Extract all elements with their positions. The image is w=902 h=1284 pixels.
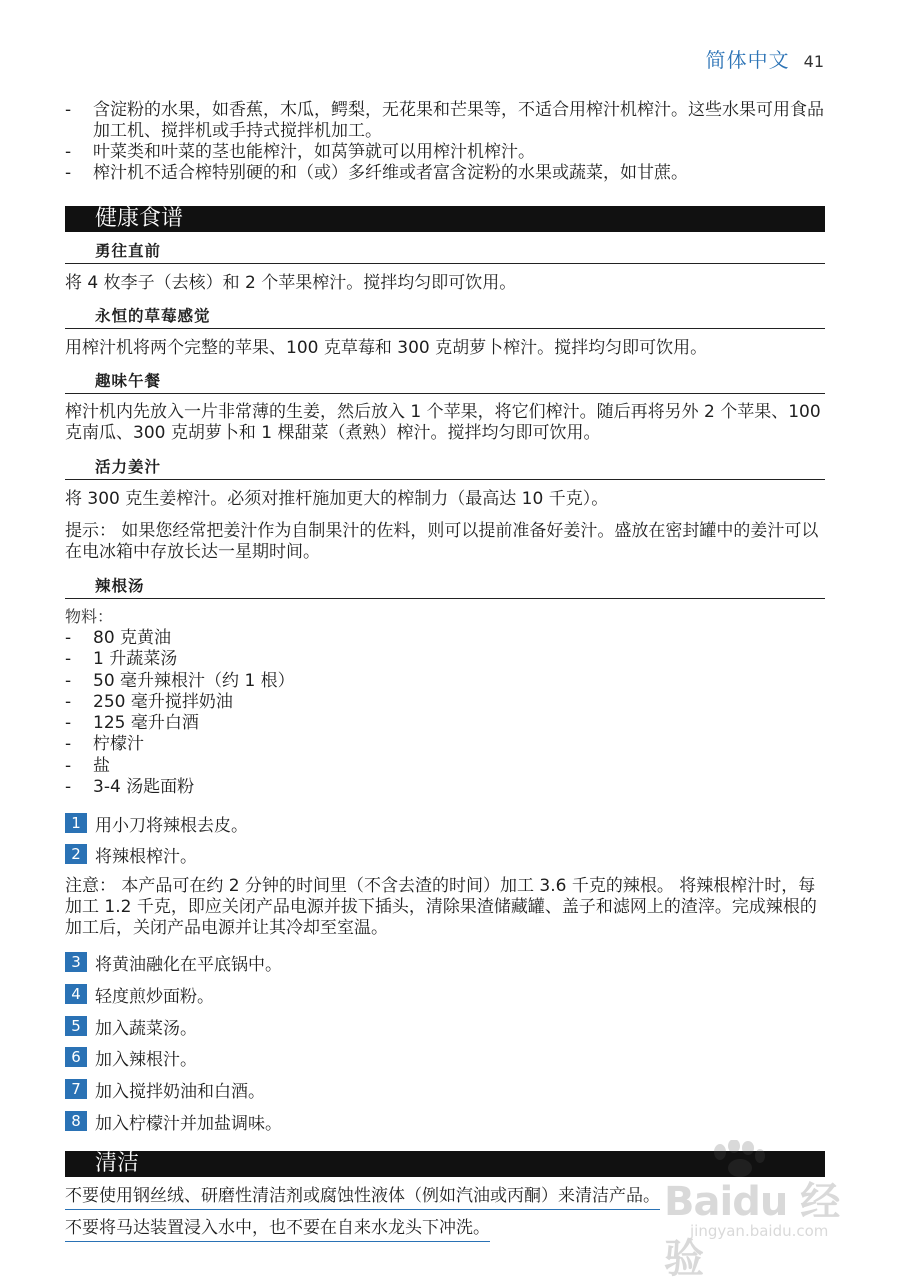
step-number-badge: 3 [65,952,87,972]
bullet-dash: - [65,713,72,734]
step-text: 用小刀将辣根去皮。 [95,815,248,836]
note-text: 注意： 本产品可在约 2 分钟的时间里（不含去渣的时间）加工 3.6 千克的辣根。 将辣根榨汁时，每加工 1.2 千克，即应关闭产品电源并拔下插头，清除果渣储藏罐、盖子和滤网上的渣滓。完成辣根的加工后，关闭产品电源并让其冷却至室温。 [65,876,817,938]
section-title-cleaning: 清洁 [65,1151,825,1177]
step-item [65,843,197,865]
page-header [706,44,824,72]
step-number-badge: 4 [65,984,87,1004]
recipe-title: 辣根汤 [65,575,825,599]
step-item [65,1015,197,1037]
language-label: 简体中文 [705,48,790,72]
watermark-url: jingyan.baidu.com [690,1222,829,1240]
page-number: 41 [803,52,824,71]
baidu-watermark [664,1140,864,1282]
list-item: - 3-4 汤匙面粉 [65,777,195,798]
step-text: 将辣根榨汁。 [95,846,197,867]
step-number-badge: 5 [65,1016,87,1036]
bullet-dash: - [65,163,72,183]
bullet-dash: - [65,628,72,648]
list-item: - 叶菜类和叶菜的茎也能榨汁，如莴笋就可以用榨汁机榨汁。 [65,142,535,162]
recipe-text: 将 300 克生姜榨汁。必须对推杆施加更大的榨制力（最高达 10 千克）。 [65,489,609,509]
step-text: 加入搅拌奶油和白酒。 [95,1081,265,1102]
ingredients-list [65,628,565,798]
recipe-title: 勇往直前 [65,240,825,264]
step-text: 轻度煎炒面粉。 [95,986,214,1007]
list-item: - 柠檬汁 [65,734,144,755]
step-item [65,1078,265,1100]
bullet-dash: - [65,649,72,670]
step-number-badge: 8 [65,1111,87,1131]
recipe-text: 将 4 枚李子（去核）和 2 个苹果榨汁。搅拌均匀即可饮用。 [65,273,517,293]
cleaning-instruction: 不要使用钢丝绒、研磨性清洁剂或腐蚀性液体（例如汽油或丙酮）来清洁产品。 [65,1185,660,1210]
bullet-dash: - [65,142,72,162]
step-number-badge: 1 [65,813,87,833]
tip-text: 提示： 如果您经常把姜汁作为自制果汁的佐料，则可以提前准备好姜汁。盛放在密封罐中的姜汁可以在电冰箱中存放长达一星期时间。 [65,521,819,562]
section-title-recipes: 健康食谱 [65,206,825,232]
recipe-text: 榨汁机内先放入一片非常薄的生姜，然后放入 1 个苹果，将它们榨汁。随后再将另外 2 个苹果、100 克南瓜、300 克胡萝卜和 1 棵甜菜（煮熟）榨汁。搅拌均匀即可饮用。 [65,402,821,443]
list-item: - 125 毫升白酒 [65,713,199,734]
step-item [65,951,282,973]
bullet-dash: - [65,670,72,691]
step-item [65,1046,197,1068]
recipe-title: 永恒的草莓感觉 [65,305,825,329]
step-text: 加入辣根汁。 [95,1049,197,1070]
recipe-text: 用榨汁机将两个完整的苹果、100 克草莓和 300 克胡萝卜榨汁。搅拌均匀即可饮用。 [65,338,708,358]
step-item [65,983,214,1005]
list-item: - 含淀粉的水果，如香蕉，木瓜，鳄梨，无花果和芒果等，不适合用榨汁机榨汁。这些水果可用食品加工机、搅拌机或手持式搅拌机加工。 [65,100,824,141]
bullet-dash: - [65,734,72,755]
list-item: - 50 毫升辣根汁（约 1 根） [65,670,295,691]
step-number-badge: 7 [65,1079,87,1099]
step-text: 加入蔬菜汤。 [95,1018,197,1039]
watermark-text: Baidu 经验 [664,1179,840,1282]
list-item: - 榨汁机不适合榨特别硬的和（或）多纤维或者富含淀粉的水果或蔬菜，如甘蔗。 [65,163,688,183]
recipe-title: 活力姜汁 [65,456,825,480]
list-item: - 盐 [65,755,110,776]
step-number-badge: 6 [65,1047,87,1067]
bullet-dash: - [65,777,72,798]
list-item: - 250 毫升搅拌奶油 [65,691,233,712]
list-item: - 1 升蔬菜汤 [65,649,178,670]
bullet-dash: - [65,691,72,712]
step-text: 将黄油融化在平底锅中。 [95,954,282,975]
intro-bullet-list [65,100,825,184]
bullet-dash: - [65,100,72,120]
cleaning-instruction: 不要将马达装置浸入水中，也不要在自来水龙头下冲洗。 [65,1217,490,1242]
ingredients-label: 物料： [65,607,114,626]
step-text: 加入柠檬汁并加盐调味。 [95,1113,282,1134]
recipe-title: 趣味午餐 [65,370,825,394]
step-number-badge: 2 [65,844,87,864]
bullet-dash: - [65,755,72,776]
step-item [65,1110,282,1132]
list-item: - 80 克黄油 [65,628,172,648]
step-item [65,812,248,834]
